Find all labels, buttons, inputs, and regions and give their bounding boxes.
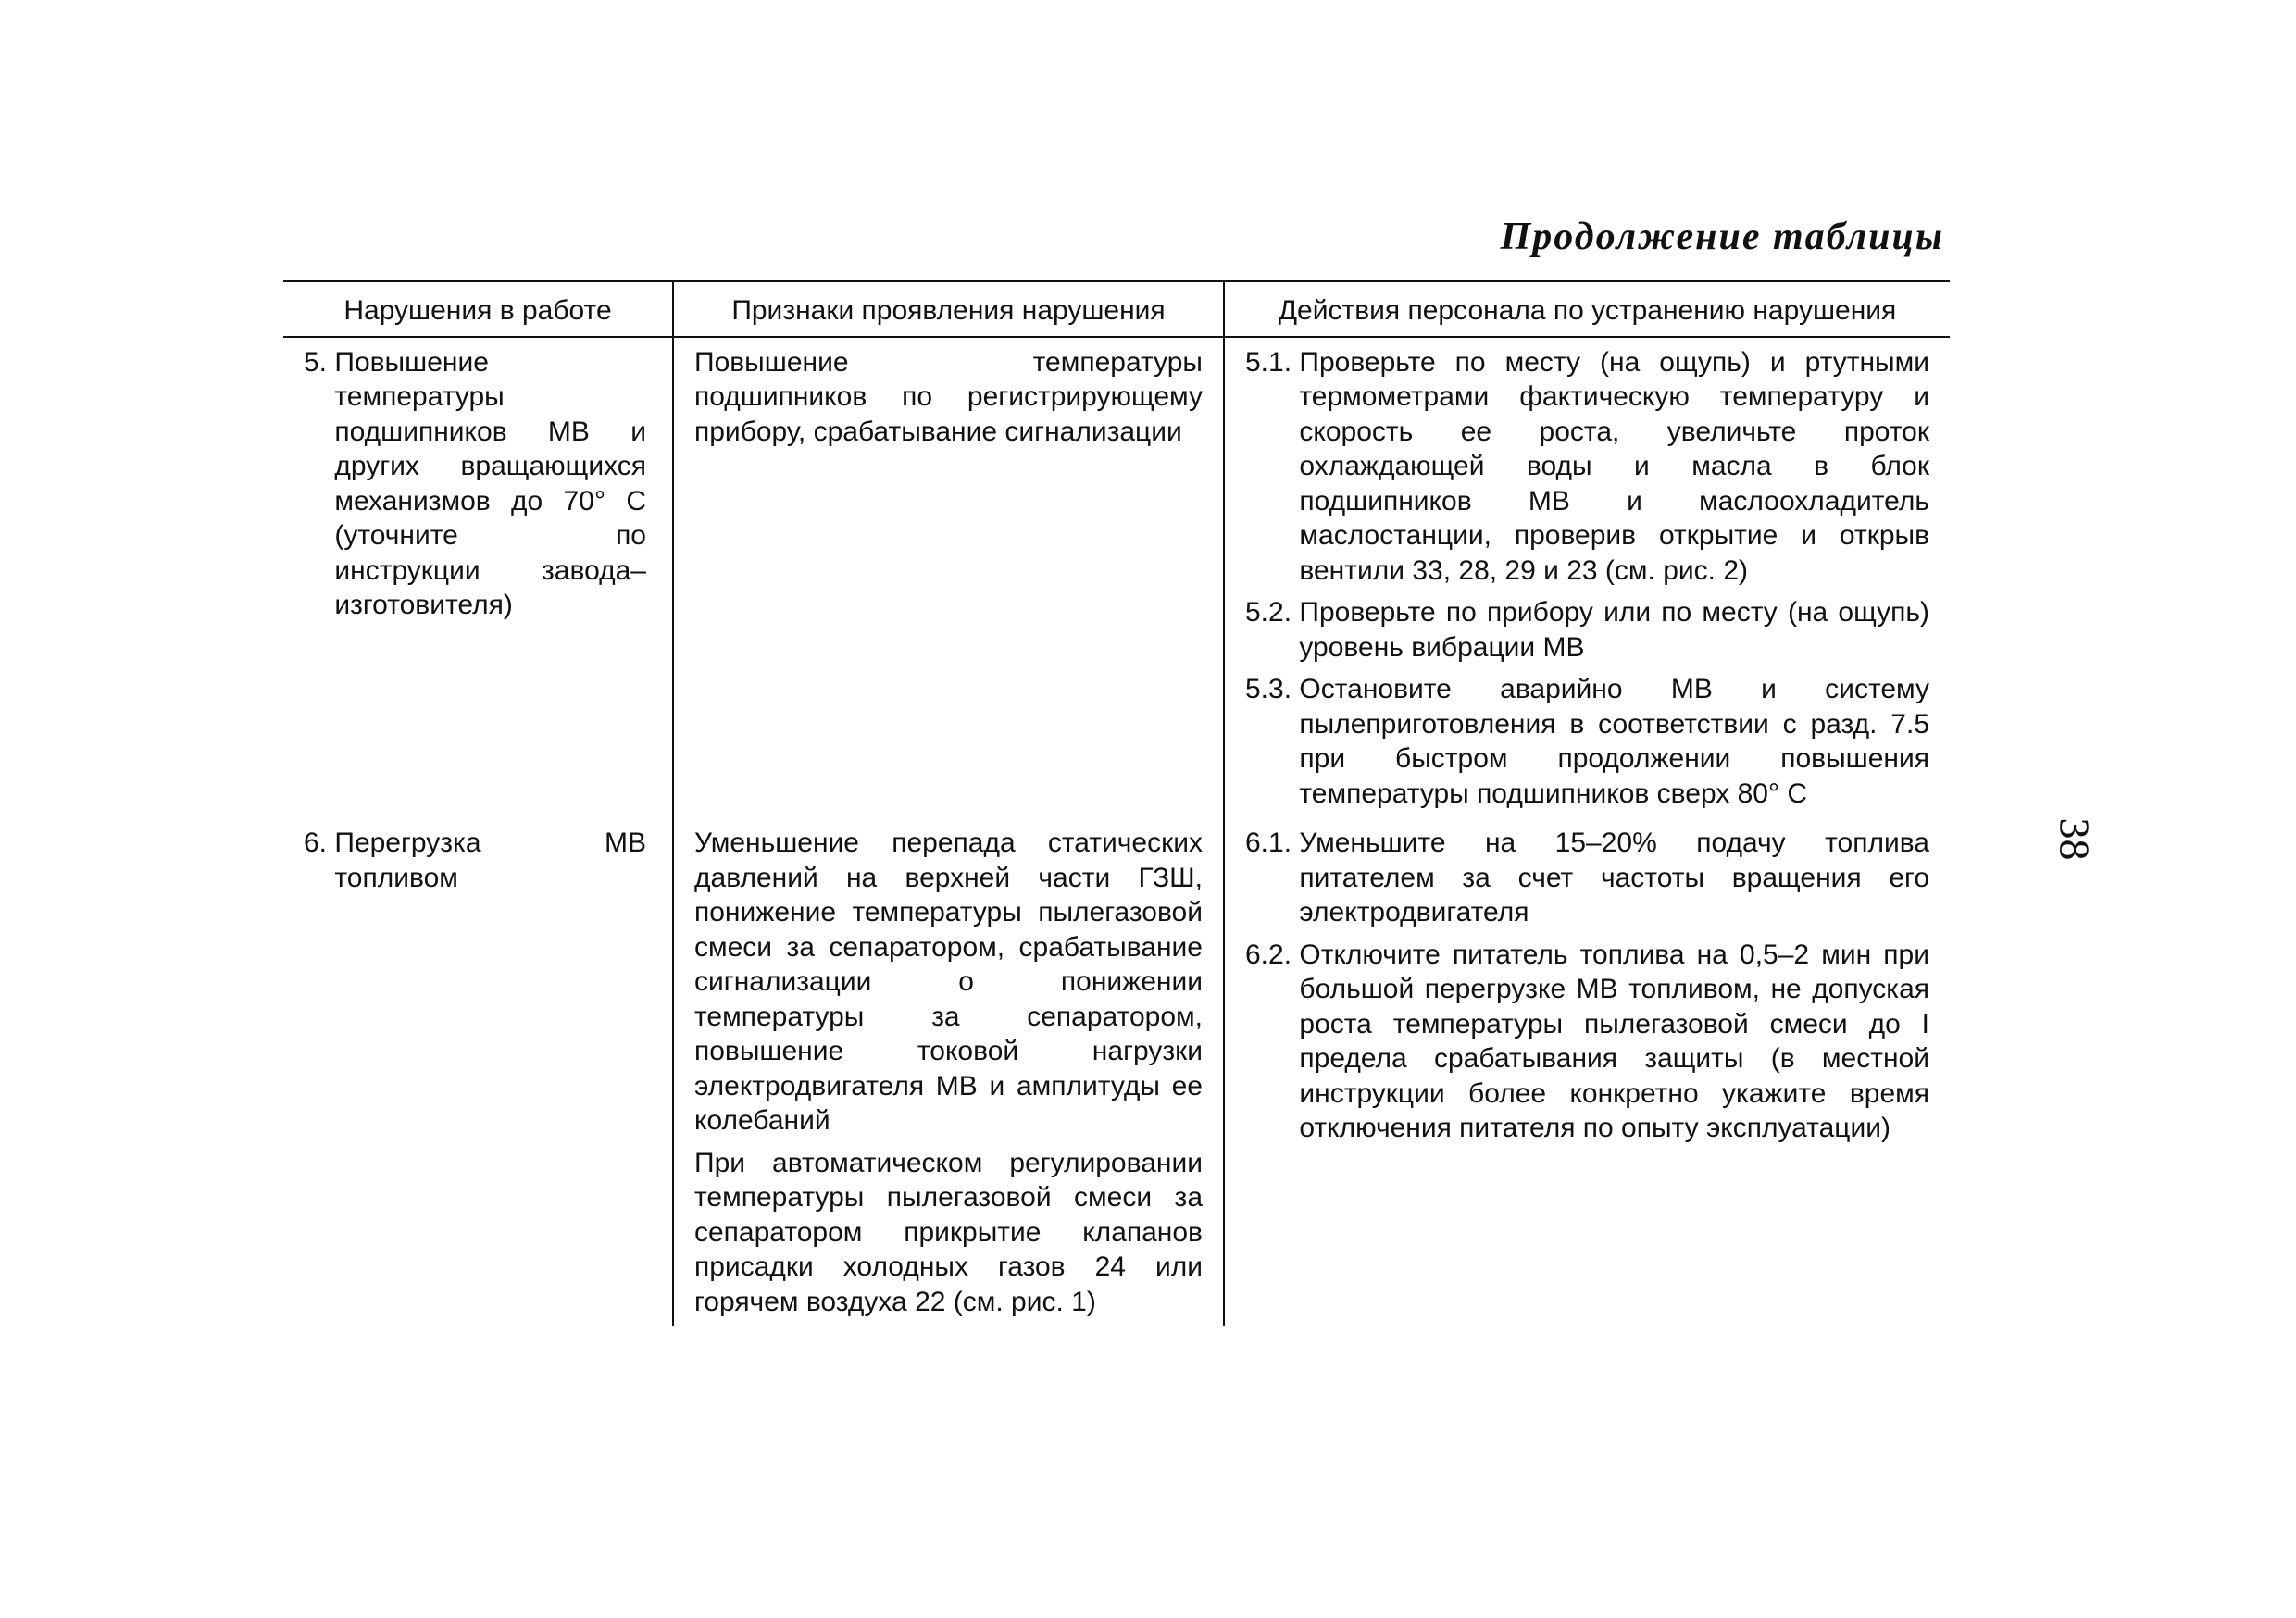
actions-cell bbox=[1223, 818, 1950, 1326]
violations-table bbox=[283, 280, 1950, 1326]
actions-cell bbox=[1223, 338, 1950, 819]
violation-text: Повышение температуры подшипников МВ и других вращающихся механизмов до 70° С (уточните по инструкции завода–изготовителя) bbox=[334, 346, 646, 620]
header-violations: Нарушения в работе bbox=[343, 295, 612, 326]
action-number: 6.2. bbox=[1245, 939, 1292, 970]
action-text: Уменьшите на 15–20% подачу топлива питателем за счет частоты вращения его электродвигателя bbox=[1299, 828, 1929, 927]
page-number: 38 bbox=[2051, 817, 2099, 861]
action-item bbox=[1245, 595, 1929, 665]
action-number: 5.1. bbox=[1245, 346, 1292, 378]
action-number: 6.1. bbox=[1245, 828, 1292, 858]
signs-cell bbox=[672, 338, 1223, 819]
header-signs: Признаки проявления нарушения bbox=[672, 282, 1223, 336]
action-item bbox=[1245, 345, 1929, 589]
action-text: Проверьте по прибору или по месту (на ощупь) уровень вибрации МВ bbox=[1299, 597, 1929, 663]
violation-cell bbox=[283, 338, 672, 819]
action-text: Проверьте по месту (на ощупь) и ртутными термометрами фактическую температуру и скорость ее роста, увеличьте проток охлаждающей воды и масла в блок подшипников МВ и маслоохладитель маслостанции, проверив открытие и открыв вентили 33, 28, 29 и 23 (см. рис. 2) bbox=[1299, 346, 1929, 586]
row-number: 5. bbox=[304, 346, 328, 378]
header-actions: Действия персонала по устранению нарушения bbox=[1223, 282, 1950, 336]
action-item bbox=[1245, 826, 1929, 930]
action-item bbox=[1245, 938, 1929, 1146]
table-continuation-caption: Продолжение таблицы bbox=[1500, 216, 1944, 258]
action-text: Отключите питатель топлива на 0,5–2 мин при большой перегрузке МВ топливом, не допуская роста температуры пылегазовой смеси до I предела срабатывания защиты (в местной инструкции более конкретно укажите время отключения питателя по опыту эксплуатации) bbox=[1299, 939, 1929, 1143]
table-row bbox=[283, 338, 1950, 819]
sign-text: Уменьшение перепада статических давлений на верхней части ГЗШ, понижение температуры пылегазовой смеси за сепаратором, срабатывание сигнализации о понижении температуры за сепаратором, повышение токовой нагрузки электродвигателя МВ и амплитуды ее колебаний bbox=[694, 828, 1203, 1136]
sign-text: Повышение температуры подшипников по регистрирующему прибору, срабатывание сигнализации bbox=[694, 346, 1203, 447]
action-number: 5.3. bbox=[1245, 674, 1292, 704]
sign-text: При автоматическом регулировании температуры пылегазовой смеси за сепаратором прикрытие клапанов присадки холодных газов 24 или горячем воздуха 22 (см. рис. 1) bbox=[694, 1147, 1203, 1317]
row-number: 6. bbox=[304, 828, 328, 858]
action-text: Остановите аварийно МВ и систему пылеприготовления в соответствии с разд. 7.5 при быстром продолжении повышения температуры подшипников сверх 80° С bbox=[1299, 674, 1929, 809]
table-header-row bbox=[283, 282, 1950, 336]
signs-cell bbox=[672, 818, 1223, 1326]
table-row bbox=[283, 818, 1950, 1326]
violation-cell bbox=[283, 818, 672, 1326]
action-number: 5.2. bbox=[1245, 597, 1292, 628]
violation-text: Перегрузка МВ топливом bbox=[334, 828, 646, 893]
action-item bbox=[1245, 672, 1929, 811]
